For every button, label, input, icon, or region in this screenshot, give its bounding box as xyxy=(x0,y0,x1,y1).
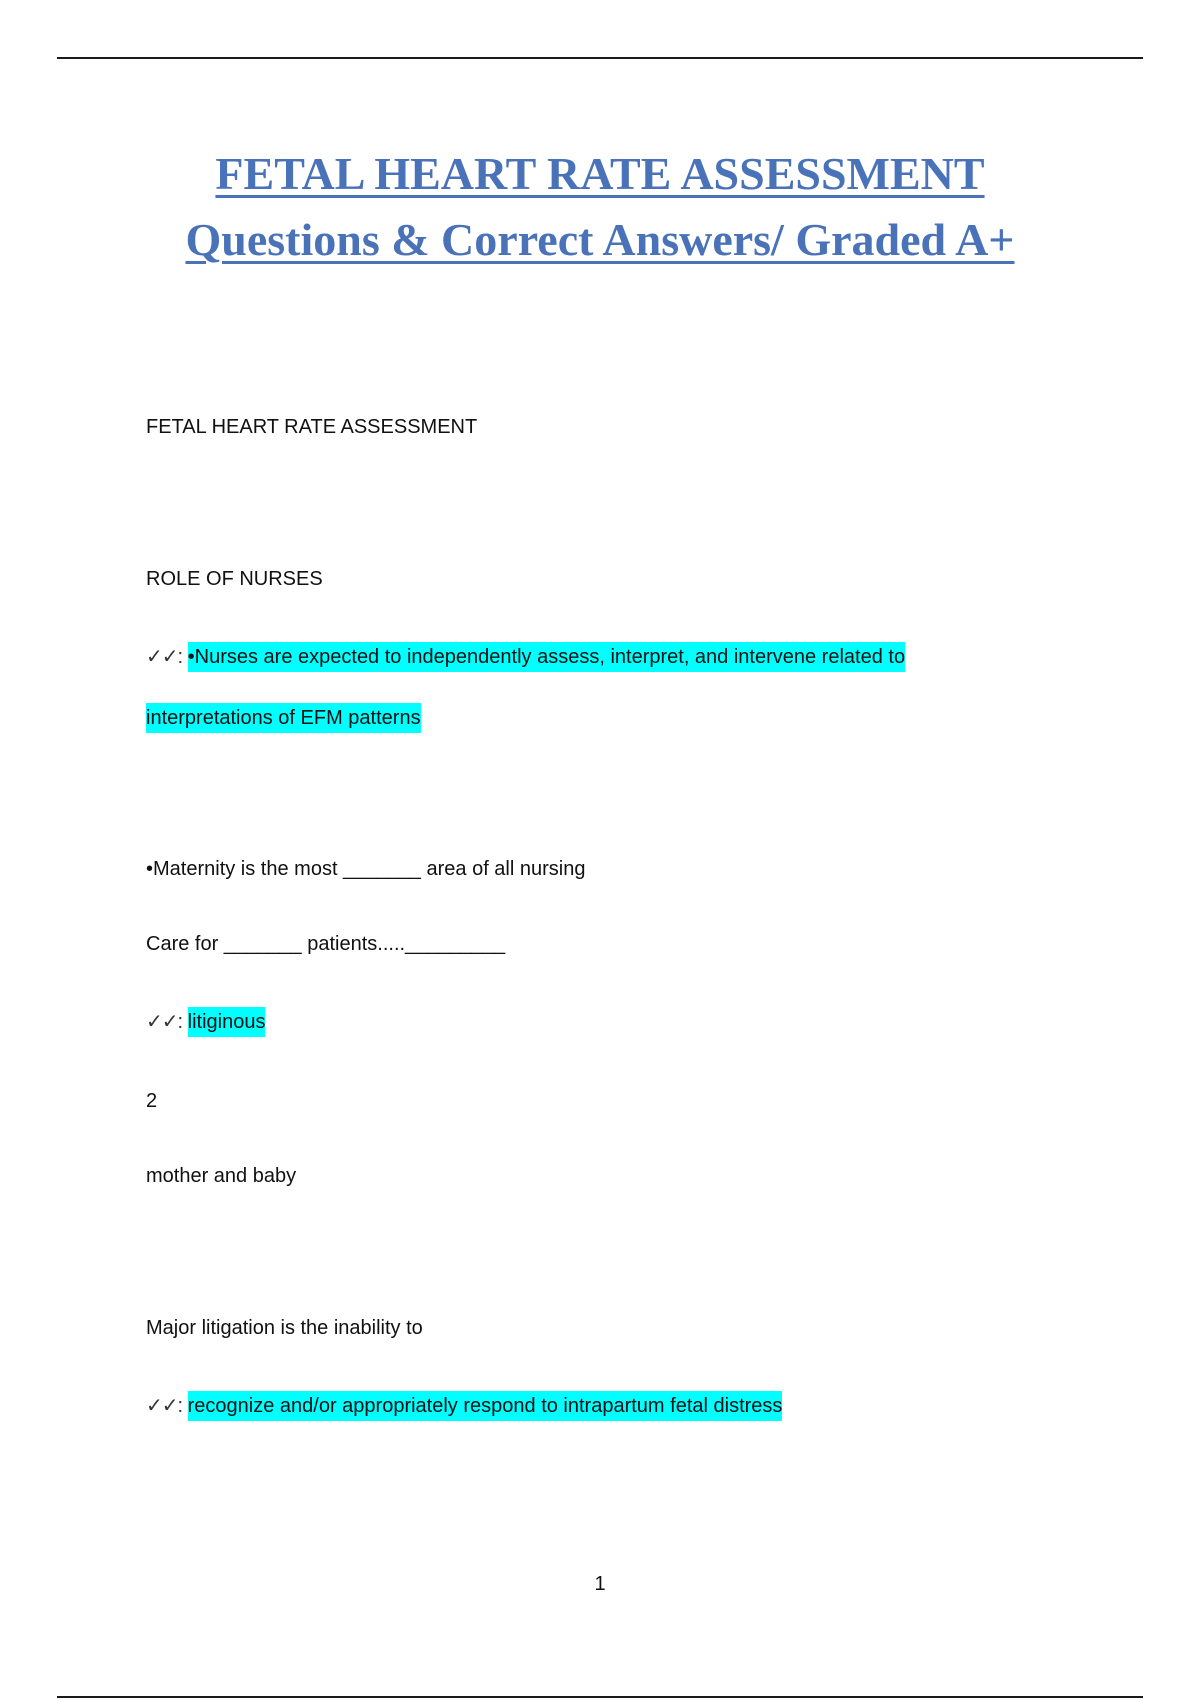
document-title-line2: Questions & Correct Answers/ Graded A+ xyxy=(185,214,1015,265)
check-mark-icon: ✓✓: xyxy=(146,1011,183,1033)
section-title: FETAL HEART RATE ASSESSMENT xyxy=(146,416,478,438)
answer-2-extra-1: 2 xyxy=(146,1090,158,1112)
subsection-title: ROLE OF NURSES xyxy=(146,568,323,590)
question-3: Major litigation is the inability to xyxy=(146,1317,423,1339)
answer-3-highlight: recognize and/or appropriately respond to intrapartum fetal distress xyxy=(188,1391,783,1421)
check-mark-icon: ✓✓: xyxy=(146,646,183,668)
bottom-rule xyxy=(57,1696,1143,1698)
document-title-line1: FETAL HEART RATE ASSESSMENT xyxy=(215,148,985,199)
answer-2 xyxy=(146,1008,265,1036)
answer-1-line-1 xyxy=(146,643,905,671)
answer-2-highlight: litiginous xyxy=(188,1007,266,1037)
answer-1-line-2 xyxy=(146,704,421,732)
top-rule xyxy=(57,57,1143,59)
answer-1-highlight-cont: interpretations of EFM patterns xyxy=(146,703,421,733)
page-number: 1 xyxy=(594,1573,606,1595)
check-mark-icon: ✓✓: xyxy=(146,1395,183,1417)
answer-2-extra-2: mother and baby xyxy=(146,1165,297,1187)
answer-3 xyxy=(146,1392,782,1420)
answer-1-highlight: •Nurses are expected to independently assess, interpret, and intervene related to xyxy=(188,642,905,672)
question-2-line-2: Care for _______ patients....._________ xyxy=(146,933,506,955)
question-2-line-1: •Maternity is the most _______ area of all nursing xyxy=(146,858,586,880)
